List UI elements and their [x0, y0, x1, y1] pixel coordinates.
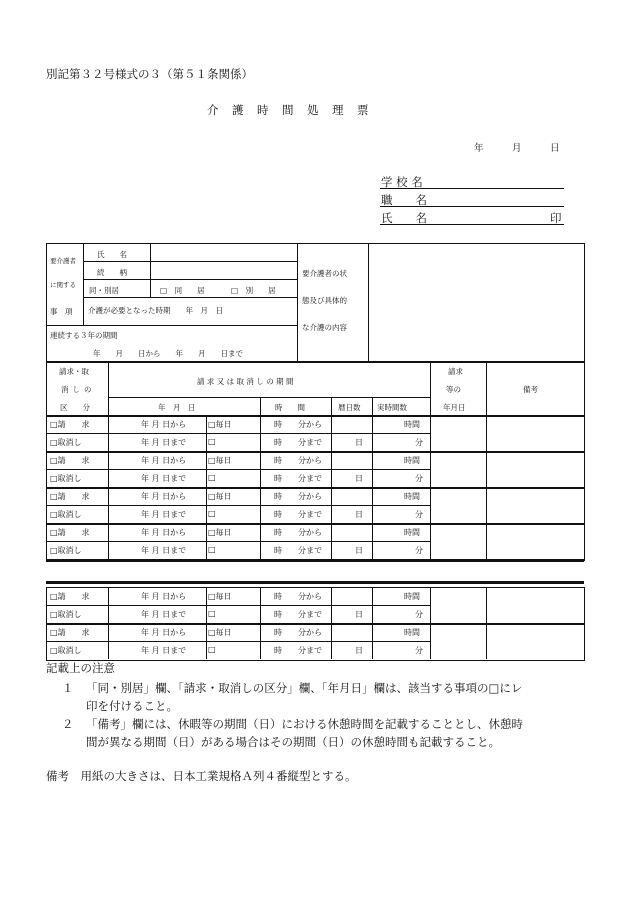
- header-divider: [260, 397, 261, 415]
- seal-mark: 印: [550, 211, 562, 225]
- row-divider: [430, 487, 431, 523]
- paper-size-remark: 備考 用紙の大きさは、日本工業規格Ａ列４番縦型とする。: [46, 769, 357, 783]
- row-divider: [430, 587, 431, 623]
- row-divider: [430, 623, 431, 659]
- care-relation-label: 続 柄: [97, 268, 127, 277]
- row-divider: [486, 451, 487, 487]
- row-divider: [486, 523, 487, 559]
- from-date: 年 月 日から: [141, 456, 187, 465]
- daily-blank-checkbox[interactable]: □: [208, 545, 216, 554]
- care-divider-side: [83, 243, 84, 325]
- hours-unit: 時間: [404, 628, 420, 637]
- care-row-line: [83, 297, 297, 298]
- from-time: 時 分から: [274, 492, 322, 501]
- table-break-line: [46, 581, 584, 584]
- col-time-label: 時 間: [275, 403, 305, 412]
- request-table-header: [46, 361, 585, 417]
- to-date: 年 月 日まで: [141, 510, 187, 519]
- row-divider: [486, 623, 487, 659]
- col-request-date-label: 年月日: [443, 403, 466, 412]
- cancel-checkbox[interactable]: □取消し: [50, 610, 82, 619]
- hours-unit: 時間: [404, 420, 420, 429]
- cohab-option-separate-checkbox[interactable]: □ 別 居: [231, 286, 276, 295]
- col-date-label: 年 月 日: [158, 403, 196, 412]
- to-date: 年 月 日まで: [141, 646, 187, 655]
- position-line: [380, 206, 564, 207]
- care-need-start-label: 介護が必要となった時期 年 月 日: [88, 306, 223, 315]
- date-line: 年 月 日: [474, 143, 560, 154]
- days-unit: 日: [355, 474, 363, 483]
- position-label: 職 名: [381, 193, 427, 207]
- care-condition-label: な介護の内容: [302, 323, 347, 332]
- form-number: 別記第３２号様式の３（第５１条関係）: [46, 67, 253, 81]
- to-time: 時 分まで: [274, 510, 322, 519]
- header-divider: [486, 361, 487, 415]
- cancel-checkbox[interactable]: □取消し: [50, 438, 82, 447]
- request-checkbox[interactable]: □請 求: [50, 592, 90, 601]
- to-time: 時 分まで: [274, 646, 322, 655]
- minutes-unit: 分: [415, 510, 423, 519]
- request-checkbox[interactable]: □請 求: [50, 492, 90, 501]
- from-date: 年 月 日から: [141, 628, 187, 637]
- to-time: 時 分まで: [274, 438, 322, 447]
- col-category-label: 請求・取: [59, 367, 89, 376]
- care-row-line: [83, 261, 297, 262]
- daily-blank-checkbox[interactable]: □: [208, 609, 216, 618]
- school-name-label: 学 校 名: [381, 175, 423, 189]
- page-title: 介 護 時 間 処 理 票: [207, 103, 370, 117]
- daily-blank-checkbox[interactable]: □: [208, 473, 216, 482]
- hours-unit: 時間: [404, 492, 420, 501]
- from-time: 時 分から: [274, 628, 322, 637]
- col-days-label: 暦日数: [338, 403, 361, 412]
- daily-blank-checkbox[interactable]: □: [208, 509, 216, 518]
- col-category-label: 消しの: [61, 385, 96, 394]
- row-divider: [430, 415, 431, 451]
- row-divider: [46, 505, 430, 506]
- to-date: 年 月 日まで: [141, 438, 187, 447]
- care-period-value: 年 月 日から 年 月 日まで: [93, 349, 243, 358]
- minutes-unit: 分: [415, 546, 423, 555]
- name-line: [380, 224, 564, 225]
- note-2-line: 「備考」欄には、休暇等の期間（日）における休憩時間を記載することとし、休憩時: [86, 717, 523, 731]
- col-request-date-label: 請求: [448, 367, 463, 376]
- cancel-checkbox[interactable]: □取消し: [50, 546, 82, 555]
- days-unit: 日: [355, 610, 363, 619]
- school-name-line: [380, 188, 564, 189]
- care-side-label: に関する: [50, 281, 76, 289]
- row-divider: [486, 487, 487, 523]
- cancel-checkbox[interactable]: □取消し: [50, 646, 82, 655]
- care-period-label: 連続する３年の期間: [50, 331, 118, 340]
- care-condition-label: 態及び具体的: [302, 296, 347, 305]
- daily-blank-checkbox[interactable]: □: [208, 645, 216, 654]
- request-checkbox[interactable]: □請 求: [50, 420, 90, 429]
- from-time: 時 分から: [274, 592, 322, 601]
- minutes-unit: 分: [415, 646, 423, 655]
- request-checkbox[interactable]: □請 求: [50, 628, 90, 637]
- note-1-line: 「同・別居」欄、「請求・取消しの区分」欄、「年月日」欄は、該当する事項の□にレ: [86, 681, 523, 695]
- care-row-line: [83, 279, 297, 280]
- care-condition-label: 要介護者の状: [302, 269, 347, 278]
- header-divider: [331, 397, 332, 415]
- daily-checkbox[interactable]: □毎日: [208, 492, 232, 501]
- to-time: 時 分まで: [274, 546, 322, 555]
- days-unit: 日: [355, 546, 363, 555]
- from-date: 年 月 日から: [141, 492, 187, 501]
- row-divider: [430, 451, 431, 487]
- daily-checkbox[interactable]: □毎日: [208, 528, 232, 537]
- row-divider: [486, 587, 487, 623]
- cancel-checkbox[interactable]: □取消し: [50, 510, 82, 519]
- row-divider: [46, 541, 430, 542]
- care-row-line: [46, 325, 297, 326]
- daily-checkbox[interactable]: □毎日: [208, 456, 232, 465]
- from-date: 年 月 日から: [141, 592, 187, 601]
- from-date: 年 月 日から: [141, 528, 187, 537]
- request-checkbox[interactable]: □請 求: [50, 456, 90, 465]
- row-divider: [486, 415, 487, 451]
- name-label: 氏 名: [381, 211, 427, 225]
- care-divider-values: [297, 243, 298, 361]
- minutes-unit: 分: [415, 438, 423, 447]
- daily-checkbox[interactable]: □毎日: [208, 420, 232, 429]
- note-1-line: 印を付けること。: [86, 699, 178, 713]
- to-time: 時 分まで: [274, 474, 322, 483]
- minutes-unit: 分: [415, 474, 423, 483]
- col-hours-label: 実時間数: [377, 403, 407, 412]
- header-divider: [430, 361, 431, 415]
- row-divider: [430, 523, 431, 559]
- from-time: 時 分から: [274, 420, 322, 429]
- daily-checkbox[interactable]: □毎日: [208, 592, 232, 601]
- hours-unit: 時間: [404, 528, 420, 537]
- notes-heading: 記載上の注意: [46, 661, 115, 675]
- hours-unit: 時間: [404, 456, 420, 465]
- daily-checkbox[interactable]: □毎日: [208, 628, 232, 637]
- to-date: 年 月 日まで: [141, 546, 187, 555]
- note-2-line: 間が異なる期間（日）がある場合はその期間（日）の休憩時間も記載すること。: [86, 735, 500, 749]
- cancel-checkbox[interactable]: □取消し: [50, 474, 82, 483]
- hours-unit: 時間: [404, 592, 420, 601]
- header-divider: [372, 397, 373, 415]
- row-divider: [46, 641, 430, 642]
- care-divider-label: [150, 243, 151, 297]
- cohab-option-same-checkbox[interactable]: □ 同 居: [160, 286, 205, 295]
- from-time: 時 分から: [274, 456, 322, 465]
- col-remarks-label: 備考: [523, 385, 538, 394]
- row-divider: [46, 605, 430, 606]
- note-2-number: ２: [62, 717, 74, 731]
- care-divider-condition: [368, 243, 369, 361]
- days-unit: 日: [355, 438, 363, 447]
- col-request-date-label: 等の: [446, 385, 461, 394]
- minutes-unit: 分: [415, 610, 423, 619]
- to-time: 時 分まで: [274, 610, 322, 619]
- header-divider: [108, 397, 430, 398]
- header-divider: [108, 361, 109, 415]
- days-unit: 日: [355, 510, 363, 519]
- daily-blank-checkbox[interactable]: □: [208, 437, 216, 446]
- from-date: 年 月 日から: [141, 420, 187, 429]
- table-break-line: [46, 559, 584, 562]
- col-category-label: 区 分: [60, 403, 90, 412]
- to-date: 年 月 日まで: [141, 610, 187, 619]
- request-checkbox[interactable]: □請 求: [50, 528, 90, 537]
- care-side-label: 要介護者: [50, 257, 76, 265]
- to-date: 年 月 日まで: [141, 474, 187, 483]
- from-time: 時 分から: [274, 528, 322, 537]
- days-unit: 日: [355, 646, 363, 655]
- care-side-label: 事 項: [50, 307, 73, 316]
- note-1-number: １: [62, 681, 74, 695]
- row-divider: [46, 469, 430, 470]
- care-cohab-label: 同・別居: [89, 286, 119, 295]
- col-period-label: 請 求 又 は 取 消 し の 期 間: [197, 377, 294, 386]
- care-name-label: 氏 名: [97, 250, 127, 259]
- row-divider: [46, 433, 430, 434]
